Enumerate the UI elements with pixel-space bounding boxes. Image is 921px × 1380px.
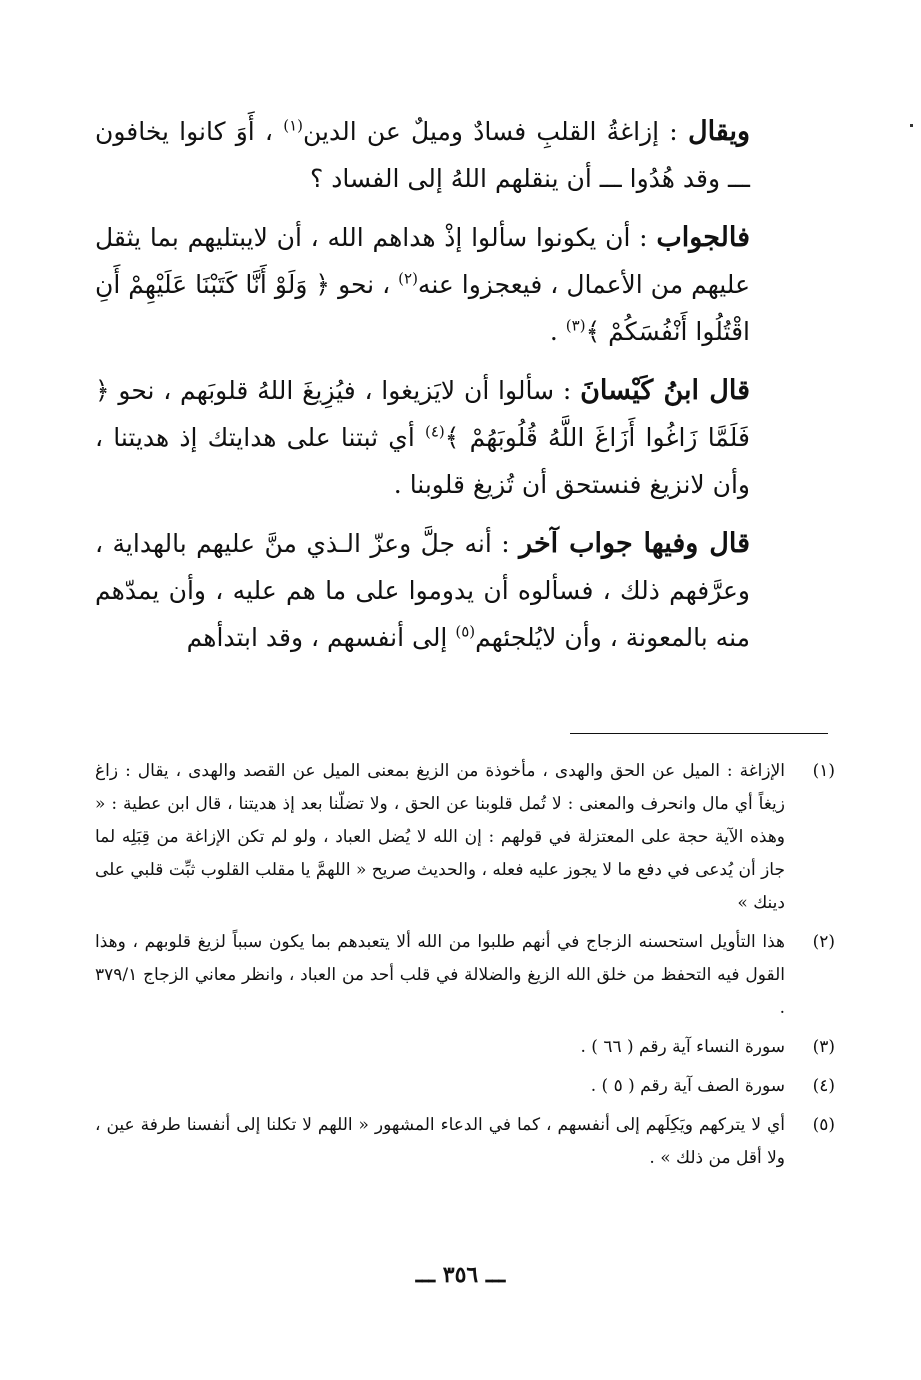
footnote-number: (٢) <box>812 932 835 952</box>
paragraph-4 <box>95 520 750 661</box>
paragraph-text: : إزاغةُ القلبِ فسادٌ وميلٌ عن الدين <box>303 117 688 146</box>
footnote-ref[interactable]: (٣) <box>565 316 586 335</box>
footnote-item <box>95 1070 835 1103</box>
quran-quote: ، نحو ﴿ وَلَوْ أَنَّا كَتَبْنَا عَلَيْهِمْ أَنِ اقْتُلُوا أَنْفُسَكُمْ ﴾ <box>95 270 750 346</box>
footnote-item <box>95 1109 835 1175</box>
paragraph-text: أي ثبتنا على هدايتك إذ هديتنا ، وأن لانزيغ فنستحق أن تُزيغ قلوبنا . <box>95 423 750 499</box>
footnote-text: سورة النساء آية رقم ( ٦٦ ) . <box>580 1037 785 1057</box>
paragraph-lead: قال ابنُ كَيْسانَ <box>580 375 751 406</box>
footnote-number: (٣) <box>812 1037 835 1057</box>
footnote-number: (٥) <box>812 1115 835 1135</box>
main-text <box>95 108 750 673</box>
footnote-number: (٤) <box>812 1076 835 1096</box>
paragraph-1 <box>95 108 750 202</box>
paragraph-text: إلى أنفسهم ، وقد ابتدأهم <box>186 623 456 652</box>
margin-mark <box>910 124 913 127</box>
footnote-ref[interactable]: (٤) <box>425 422 445 441</box>
footnote-text: أي لا يتركهم ويَكِلَهم إلى أنفسهم ، كما في الدعاء المشهور « اللهم لا تكلنا إلى أنفسنا طرفة عين ، ولا أقل من ذلك » . <box>95 1115 785 1168</box>
footnote-item <box>95 926 835 1025</box>
footnote-text: الإزاغة : الميل عن الحق والهدى ، مأخوذة من الزيغ بمعنى الميل عن القصد والهدى ، يقال : زاغ زيغاً أي مال وانحرف والمعنى : لا تُمل قلوبنا عن الحق ، ولا تضلّنا بعد إذ هديتنا ، قال ابن عطية : « وهذه الآية حجة على المعتزلة في قولهم : إن الله لا يُضل العباد ، ولو لم تكن الإزاغة من قِبَلِه لما جاز أن يُدعى في دفع ما لا يجوز عليه فعله ، والحديث صريح « اللهمَّ يا مقلب القلوب ثبِّت قلبي على دينك » <box>95 761 785 913</box>
paragraph-text: : أن يكونوا سألوا إذْ هداهم الله ، أن لايبتليهم بما يثقل عليهم من الأعمال ، فيعجزوا عنه <box>95 223 750 299</box>
paragraph-2 <box>95 214 750 355</box>
footnotes <box>95 755 835 1181</box>
quran-quote: : سألوا أن لايَزيغوا ، فيُزِيغَ اللهُ قلوبَهم ، نحو ﴿ فَلَمَّا زَاغُوا أَزَاغَ اللَّهُ قُلُوبَهُمْ ﴾ <box>95 376 750 452</box>
footnote-divider <box>570 733 828 734</box>
footnote-ref[interactable]: (٥) <box>455 622 476 641</box>
paragraph-text: . <box>549 317 566 346</box>
paragraph-lead: ويقال <box>687 116 751 147</box>
paragraph-3 <box>95 367 750 508</box>
paragraph-text: ، أَوَ كانوا يخافون ـــ وقد هُدُوا ـــ أن ينقلهم اللهُ إلى الفساد ؟ <box>95 117 750 193</box>
paragraph-lead: قال وفيها جواب آخر <box>519 528 750 559</box>
paragraph-lead: فالجواب <box>656 222 750 253</box>
paragraph-text: : أنه جلَّ وعزّ الـذي منَّ عليهم بالهداية ، وعرَّفهم ذلك ، فسألوه أن يدوموا على ما هم عليه ، وأن يمدّهم منه بالمعونة ، وأن لايُلجئهم <box>95 529 750 652</box>
footnote-text: سورة الصف آية رقم ( ٥ ) . <box>590 1076 785 1096</box>
footnote-item <box>95 1031 835 1064</box>
footnote-item <box>95 755 835 920</box>
footnote-text: هذا التأويل استحسنه الزجاج في أنهم طلبوا من الله ألا يتعبدهم بما يكون سبباً لزيغ قلوبهم ، وهذا القول فيه التحفظ من خلق الله الزيغ والضلالة في قلب أحد من العباد ، وانظر معاني الزجاج ٣٧٩/١ . <box>95 932 785 1018</box>
page-number: ـــ ٣٥٦ ـــ <box>415 1262 506 1288</box>
footnote-number: (١) <box>812 761 835 781</box>
footnote-ref[interactable]: (١) <box>283 116 303 135</box>
footnote-ref[interactable]: (٢) <box>398 269 418 288</box>
